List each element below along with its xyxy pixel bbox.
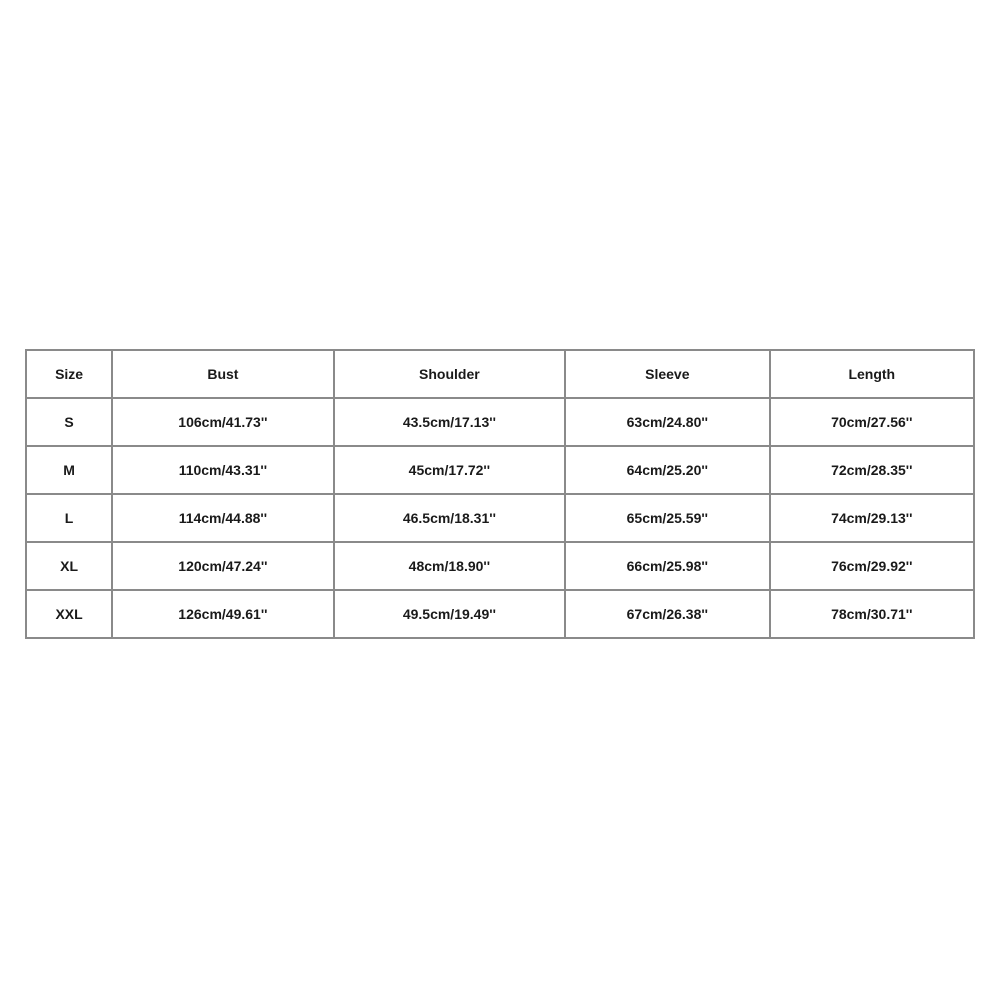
cell-size: XL [26,542,112,590]
cell-bust: 106cm/41.73'' [112,398,333,446]
cell-length: 76cm/29.92'' [770,542,974,590]
cell-sleeve: 63cm/24.80'' [565,398,769,446]
header-sleeve: Sleeve [565,350,769,398]
cell-sleeve: 66cm/25.98'' [565,542,769,590]
cell-sleeve: 65cm/25.59'' [565,494,769,542]
header-row [26,350,974,398]
cell-sleeve: 67cm/26.38'' [565,590,769,638]
cell-sleeve: 64cm/25.20'' [565,446,769,494]
cell-bust: 120cm/47.24'' [112,542,333,590]
cell-bust: 126cm/49.61'' [112,590,333,638]
header-length: Length [770,350,974,398]
header-bust: Bust [112,350,333,398]
table-row [26,590,974,638]
cell-length: 74cm/29.13'' [770,494,974,542]
header-size: Size [26,350,112,398]
cell-size: XXL [26,590,112,638]
table-row [26,542,974,590]
cell-shoulder: 48cm/18.90'' [334,542,565,590]
cell-shoulder: 43.5cm/17.13'' [334,398,565,446]
cell-length: 78cm/30.71'' [770,590,974,638]
cell-shoulder: 46.5cm/18.31'' [334,494,565,542]
cell-length: 70cm/27.56'' [770,398,974,446]
cell-shoulder: 49.5cm/19.49'' [334,590,565,638]
cell-size: L [26,494,112,542]
cell-length: 72cm/28.35'' [770,446,974,494]
size-chart-table [25,349,975,639]
cell-bust: 110cm/43.31'' [112,446,333,494]
cell-size: S [26,398,112,446]
table-row [26,446,974,494]
cell-size: M [26,446,112,494]
size-chart-body [26,398,974,638]
cell-bust: 114cm/44.88'' [112,494,333,542]
size-chart-header [26,350,974,398]
table-row [26,398,974,446]
header-shoulder: Shoulder [334,350,565,398]
table-row [26,494,974,542]
cell-shoulder: 45cm/17.72'' [334,446,565,494]
